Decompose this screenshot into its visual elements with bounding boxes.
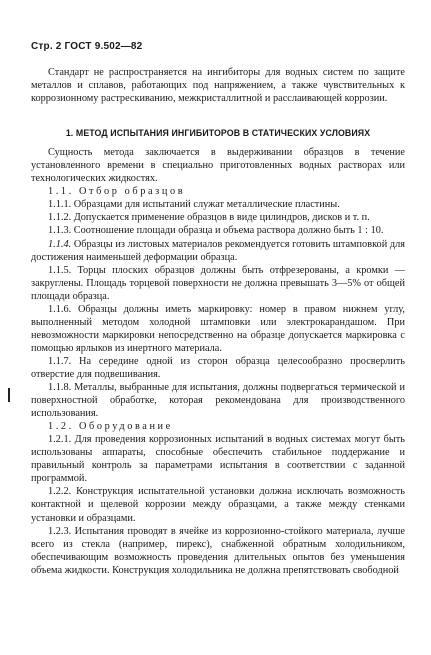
paragraph-1-1-8: 1.1.8. Металлы, выбранные для испытания, должны подвергаться термической и поверхностной обработке, которая рекомендована для производственного использования. (31, 382, 405, 420)
paragraph-1-1-7: 1.1.7. На середине одной из сторон образца целесообразно просверлить отверстие для подвешивания. (31, 355, 405, 380)
page-header: Стр. 2 ГОСТ 9.502—82 (31, 41, 143, 52)
paragraph-1-1-6: 1.1.6. Образцы должны иметь маркировку: номер в правом нижнем углу, выполненный методом холодной штамповки или электрокарандашом. При невозможности маркировки непосредственно на образце допускается маркировка с помощью ярлыков из инертного материала. (31, 303, 405, 354)
paragraph-1-1-4 (31, 238, 405, 264)
paragraph-1-1-5: 1.1.5. Торцы плоских образцов должны быть отфрезерованы, а кромки — закруглены. Площадь торцевой поверхности не должна превышать 3—5% от общей площади образца. (31, 264, 405, 302)
margin-mark (8, 388, 10, 402)
method-paragraph: Сущность метода заключается в выдерживании образцов в течение установленного времени в специально приготовленных водных растворах или технологических жидкостях. (31, 147, 405, 185)
paragraph-1-1-4-text: Образцы из листовых материалов рекомендуется готовить штамповкой для достижения наименьшей деформации образца. (31, 238, 405, 263)
intro-paragraph: Стандарт не распространяется на ингибиторы для водных систем по защите металлов и сплавов, работающих под напряжением, а также чувствительных к коррозионному растрескиванию, межкристаллитной и расслаивающей коррозии. (31, 67, 405, 105)
paragraph-1-1-4-number: 1.1.4. (48, 238, 72, 250)
subsection-title-equipment: 1.2. Оборудование (48, 421, 173, 433)
subsection-title-sampling: 1.1. Отбор образцов (48, 186, 186, 198)
paragraph-1-1-1: 1.1.1. Образцами для испытаний служат металлические пластины. (48, 199, 340, 211)
paragraph-1-2-1: 1.2.1. Для проведения коррозионных испытаний в водных системах могут быть использованы аппараты, способные обеспечить стабильное поддержание и правильный контроль за параметрами испытания в соответствии с заданной программой. (31, 434, 405, 485)
text-column (31, 66, 405, 577)
paragraph-1-2-2: 1.2.2. Конструкция испытательной установки должна исключать возможность контактной и щелевой коррозии между образцами, а также между стенками установки и образцами. (31, 486, 405, 524)
paragraph-1-1-3: 1.1.3. Соотношение площади образца и объема раствора должно быть 1 : 10. (48, 225, 384, 237)
section-title: 1. МЕТОД ИСПЫТАНИЯ ИНГИБИТОРОВ В СТАТИЧЕСКИХ УСЛОВИЯХ (65, 128, 371, 139)
paragraph-1-2-3: 1.2.3. Испытания проводят в ячейке из коррозионно-стойкого материала, лучше всего из стекла (например, пирекс), снабженной обратным холодильником, обеспечивающим возможность проведения длительных опытов без уменьшения объема жидкости. Конструкция холодильника не должна препятствовать свободной (31, 525, 405, 576)
paragraph-1-1-2: 1.1.2. Допускается применение образцов в виде цилиндров, дисков и т. п. (48, 212, 370, 224)
